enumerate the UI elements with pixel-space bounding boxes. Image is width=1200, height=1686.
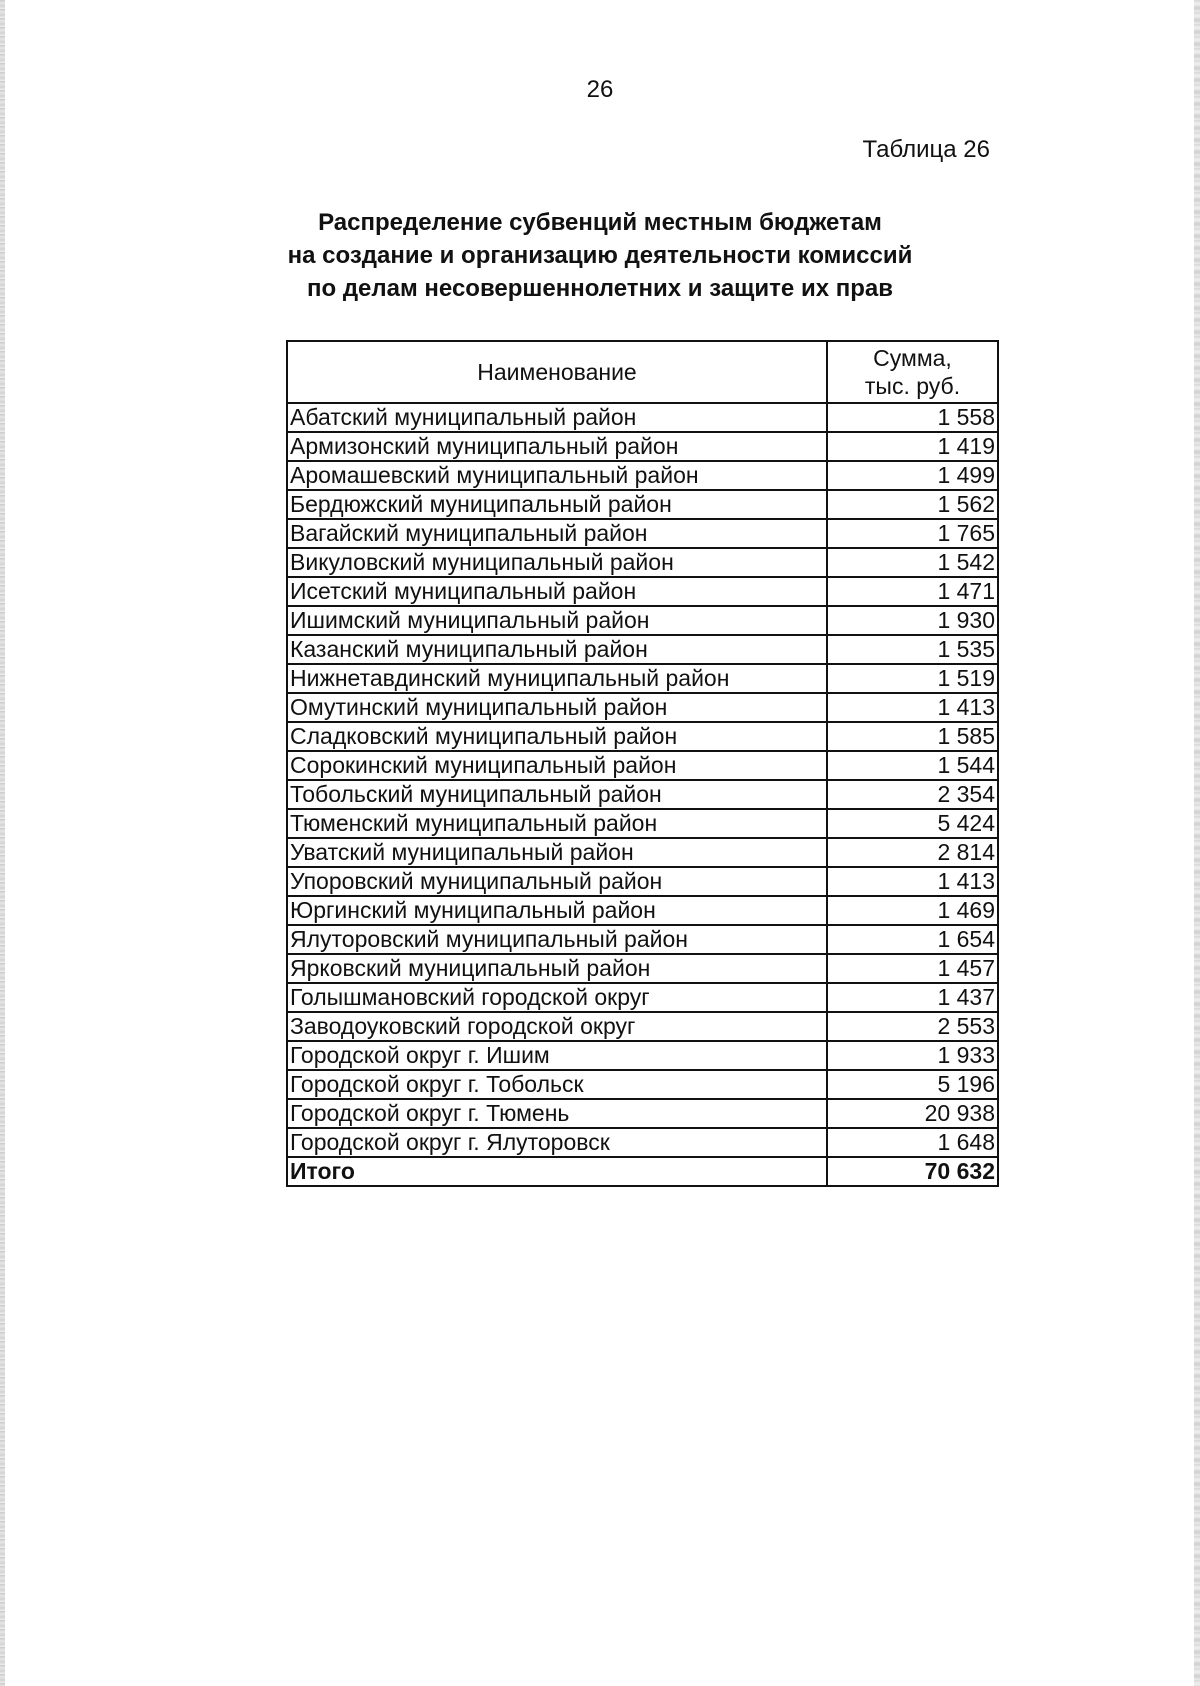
table-row xyxy=(287,664,998,693)
table-row xyxy=(287,983,998,1012)
row-name-cell: Армизонский муниципальный район xyxy=(287,432,827,461)
table-row xyxy=(287,1012,998,1041)
table-row xyxy=(287,722,998,751)
title-line: Распределение субвенций местным бюджетам xyxy=(318,209,882,236)
row-name-cell: Казанский муниципальный район xyxy=(287,635,827,664)
row-sum-cell: 1 499 xyxy=(827,461,998,490)
row-name-cell: Ялуторовский муниципальный район xyxy=(287,925,827,954)
row-name-cell: Абатский муниципальный район xyxy=(287,403,827,432)
table-row xyxy=(287,954,998,983)
row-sum-cell: 1 413 xyxy=(827,693,998,722)
row-sum-cell: 2 553 xyxy=(827,1012,998,1041)
row-name-cell: Голышмановский городской округ xyxy=(287,983,827,1012)
header-name: Наименование xyxy=(287,341,827,403)
table-row xyxy=(287,809,998,838)
table-row xyxy=(287,1041,998,1070)
document-title xyxy=(0,206,1200,305)
row-sum-cell: 5 196 xyxy=(827,1070,998,1099)
header-sum xyxy=(827,341,998,403)
table-label: Таблица 26 xyxy=(862,136,990,163)
table-row xyxy=(287,838,998,867)
header-sum-line: тыс. руб. xyxy=(864,373,961,399)
table-row xyxy=(287,1070,998,1099)
table-row xyxy=(287,1128,998,1157)
row-name-cell: Заводоуковский городской округ xyxy=(287,1012,827,1041)
row-name-cell: Нижнетавдинский муниципальный район xyxy=(287,664,827,693)
row-name-cell: Тобольский муниципальный район xyxy=(287,780,827,809)
table-header-row xyxy=(287,341,998,403)
row-sum-cell: 1 585 xyxy=(827,722,998,751)
row-name-cell: Городской округ г. Тобольск xyxy=(287,1070,827,1099)
row-name-cell: Уватский муниципальный район xyxy=(287,838,827,867)
row-sum-cell: 1 457 xyxy=(827,954,998,983)
row-name-cell: Бердюжский муниципальный район xyxy=(287,490,827,519)
row-sum-cell: 1 519 xyxy=(827,664,998,693)
row-name-cell: Упоровский муниципальный район xyxy=(287,867,827,896)
row-sum-cell: 1 419 xyxy=(827,432,998,461)
table-row xyxy=(287,403,998,432)
row-sum-cell: 1 558 xyxy=(827,403,998,432)
total-row xyxy=(287,1157,998,1186)
row-sum-cell: 1 469 xyxy=(827,896,998,925)
row-sum-cell: 1 413 xyxy=(827,867,998,896)
row-name-cell: Городской округ г. Ишим xyxy=(287,1041,827,1070)
table-row xyxy=(287,519,998,548)
row-name-cell: Викуловский муниципальный район xyxy=(287,548,827,577)
table-body xyxy=(287,403,998,1186)
row-sum-cell: 1 562 xyxy=(827,490,998,519)
row-name-cell: Омутинский муниципальный район xyxy=(287,693,827,722)
title-line: по делам несовершеннолетних и защите их прав xyxy=(307,275,893,302)
table-row xyxy=(287,867,998,896)
row-name-cell: Аромашевский муниципальный район xyxy=(287,461,827,490)
row-sum-cell: 1 544 xyxy=(827,751,998,780)
table-row xyxy=(287,751,998,780)
row-name-cell: Тюменский муниципальный район xyxy=(287,809,827,838)
row-name-cell: Вагайский муниципальный район xyxy=(287,519,827,548)
table-row xyxy=(287,577,998,606)
row-sum-cell: 5 424 xyxy=(827,809,998,838)
table-row xyxy=(287,925,998,954)
table-row xyxy=(287,896,998,925)
row-name-cell: Городской округ г. Ялуторовск xyxy=(287,1128,827,1157)
row-name-cell: Городской округ г. Тюмень xyxy=(287,1099,827,1128)
row-name-cell: Сорокинский муниципальный район xyxy=(287,751,827,780)
table-row xyxy=(287,635,998,664)
row-sum-cell: 20 938 xyxy=(827,1099,998,1128)
row-sum-cell: 2 814 xyxy=(827,838,998,867)
table-row xyxy=(287,432,998,461)
header-sum-line: Сумма, xyxy=(873,345,952,371)
row-sum-cell: 1 933 xyxy=(827,1041,998,1070)
title-line: на создание и организацию деятельности комиссий xyxy=(287,242,913,269)
row-name-cell: Ярковский муниципальный район xyxy=(287,954,827,983)
row-sum-cell: 1 930 xyxy=(827,606,998,635)
row-sum-cell: 1 535 xyxy=(827,635,998,664)
row-sum-cell: 1 542 xyxy=(827,548,998,577)
row-sum-cell: 1 471 xyxy=(827,577,998,606)
table-row xyxy=(287,606,998,635)
table-row xyxy=(287,490,998,519)
row-name-cell: Исетский муниципальный район xyxy=(287,577,827,606)
row-sum-cell: 1 654 xyxy=(827,925,998,954)
table-row xyxy=(287,548,998,577)
subventions-table xyxy=(286,340,999,1187)
row-sum-cell: 1 648 xyxy=(827,1128,998,1157)
row-sum-cell: 2 354 xyxy=(827,780,998,809)
total-label-cell: Итого xyxy=(287,1157,827,1186)
total-sum-cell: 70 632 xyxy=(827,1157,998,1186)
row-sum-cell: 1 765 xyxy=(827,519,998,548)
page-number: 26 xyxy=(586,76,614,103)
table-row xyxy=(287,780,998,809)
row-name-cell: Ишимский муниципальный район xyxy=(287,606,827,635)
row-name-cell: Сладковский муниципальный район xyxy=(287,722,827,751)
table-row xyxy=(287,1099,998,1128)
table-row xyxy=(287,461,998,490)
row-name-cell: Юргинский муниципальный район xyxy=(287,896,827,925)
table-row xyxy=(287,693,998,722)
row-sum-cell: 1 437 xyxy=(827,983,998,1012)
